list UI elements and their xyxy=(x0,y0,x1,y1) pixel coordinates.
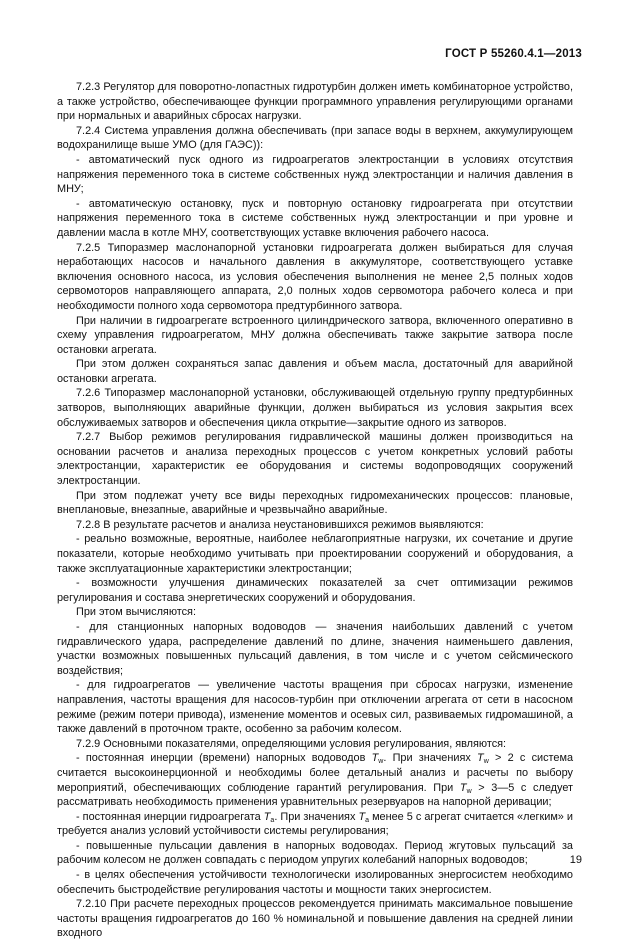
paragraph-tw xyxy=(57,751,573,809)
paragraph: При этом подлежат учету все виды переходных гидромеханических процессов: плановые, внеплановые, внезапные, аварийные и чрезвычайно аварийные. xyxy=(57,489,573,517)
document-header: ГОСТ Р 55260.4.1—2013 xyxy=(445,48,582,60)
paragraph-ta xyxy=(57,810,573,839)
paragraph: - для гидроагрегатов — увеличение частоты вращения при сбросах нагрузки, изменение направления, частоты вращения для насосов-турбин при отключении агрегата от сети в насосном режиме (режим потери привода), изменение моментов и осевых сил, развиваемых гидромашиной, а также давлений в проточном тракте, особенно за рабочим колесом. xyxy=(57,679,573,736)
subscript-w: w xyxy=(483,758,489,766)
paragraph: - автоматический пуск одного из гидроагрегатов электростанции в условиях отсутствия напряжения переменного тока в системе собственных нужд электростанции и наличия давления в МНУ; xyxy=(57,153,573,196)
paragraph: 7.2.10 При расчете переходных процессов рекомендуется принимать максимальное повышение частоты вращения гидроагрегатов до 160 % номинальной и повышение давления на средней линии входного xyxy=(57,898,573,940)
paragraph: 7.2.7 Выбор режимов регулирования гидравлической машины должен производиться на основании расчетов и анализа переходных процессов с учетом конкретных условий работы электростанции, характеристик ее оборудования и системы водопроводящих сооружений электростанции. xyxy=(57,431,573,488)
paragraph: 7.2.6 Типоразмер маслонапорной установки, обслуживающей отдельную группу предтурбинных затворов, выполняющих аварийные функции, должен выбираться из условия закрытия всех обслуживаемых затворов и обеспечения цикла открытие—закрытие одного из затворов. xyxy=(57,387,573,429)
paragraph: - реально возможные, вероятные, наиболее неблагоприятные нагрузки, их сочетание и другие показатели, которые необходимо учитывать при проектировании сооружений и оборудования, а также эксплуатационные характеристики электростанции; xyxy=(57,533,573,575)
paragraph: - для станционных напорных водоводов — значения наибольших давлений с учетом гидравлического удара, распределение давлений по длине, значения наименьшего давления, участки возможных повышенных пульсаций давления, в том числе и с учетом сейсмического воздействия; xyxy=(57,620,573,677)
paragraph: При наличии в гидроагрегате встроенного цилиндрического затвора, включенного оперативно в схему управления гидроагрегатом, МНУ должна обеспечивать также закрытие затвора после остановки агрегата. xyxy=(57,314,573,356)
symbol-t: T xyxy=(459,781,467,794)
text: > 2 с система считается xyxy=(57,752,574,779)
symbol-t: T xyxy=(263,810,271,823)
subscript-a: a xyxy=(365,816,370,824)
paragraph: 7.2.3 Регулятор для поворотно-лопастных гидротурбин должен иметь комбинаторное устройство, а также устройство, обеспечивающее функции программного управления регулирующими органами при нормальных и аварийных сбросах нагрузки. xyxy=(57,81,573,123)
subscript-w: w xyxy=(466,787,472,795)
subscript-w: w xyxy=(378,758,384,766)
symbol-t: T xyxy=(371,752,379,765)
paragraph: При этом должен сохраняться запас давления и объем масла, достаточный для аварийной остановки агрегата. xyxy=(57,358,573,385)
paragraph: При этом вычисляются: xyxy=(76,606,196,619)
text: > 3—5 с следует рассматривать необходимость xyxy=(57,781,574,809)
text: - постоянная инерции гидроагрегата xyxy=(76,810,261,823)
text: применения уравнительных резервуаров на напорной деривации; xyxy=(215,796,552,809)
subscript-a: a xyxy=(270,816,275,824)
document-body xyxy=(57,80,573,941)
paragraph: - возможности улучшения динамических показателей за счет оптимизации режимов регулирования и состава энергетических сооружений и оборудования. xyxy=(57,577,573,604)
symbol-t: T xyxy=(358,810,366,823)
paragraph: 7.2.5 Типоразмер маслонапорной установки гидроагрегата должен выбираться для случая неработающих насосов и начального давления в аккумуляторе, соответствующего уставке включения основного насоса, из условия обеспечения выполнения не менее 2,5 полных ходов сервомоторов направляющего аппарата, 2,0 полных ходов сервомотора рабочего колеса и при необходимости полного хода сервомотора предтурбинного затвора. xyxy=(57,241,573,312)
text: высокоинерционной и необходимы более детальный анализ и расчеты по выбору мероприятий, обеспечивающих соблюдение гарантий регулирования. При xyxy=(57,766,573,794)
symbol-t: T xyxy=(477,752,484,765)
paragraph: 7.2.4 Система управления должна обеспечивать (при запасе воды в верхнем, аккумулирующем водохранилище выше УМО (для ГАЭС)): xyxy=(57,124,573,152)
text: . При значениях xyxy=(383,752,471,765)
paragraph: 7.2.9 Основными показателями, определяющими условия регулирования, являются: xyxy=(76,737,507,750)
text: менее 5 с агрегат считается «легким» и xyxy=(372,810,573,823)
text: . При значениях xyxy=(274,810,356,823)
paragraph: - повышенные пульсации давления в напорных водоводах. Период жгутовых пульсаций за рабочим колесом не должен совпадать с периодом упругих колебаний напорных водоводов; xyxy=(57,839,573,867)
paragraph: - в целях обеспечения устойчивости технологически изолированных энергосистем необходимо обеспечить быстродействие регулирования частоты и мощности таких энергосистем. xyxy=(57,869,573,896)
page-number: 19 xyxy=(569,854,582,866)
text: - постоянная инерции (времени) напорных водоводов xyxy=(76,752,366,765)
paragraph: 7.2.8 В результате расчетов и анализа неустановившихся режимов выявляются: xyxy=(76,518,484,531)
text: требуется анализ условий устойчивости системы регулирования; xyxy=(57,825,389,838)
paragraph: - автоматическую остановку, пуск и повторную остановку гидроагрегата при отсутствии напряжения переменного тока в системе собственных нужд электростанции и при уровне и давлении масла в котле МНУ, соответствующих уставке включения рабочего насоса. xyxy=(57,197,573,239)
